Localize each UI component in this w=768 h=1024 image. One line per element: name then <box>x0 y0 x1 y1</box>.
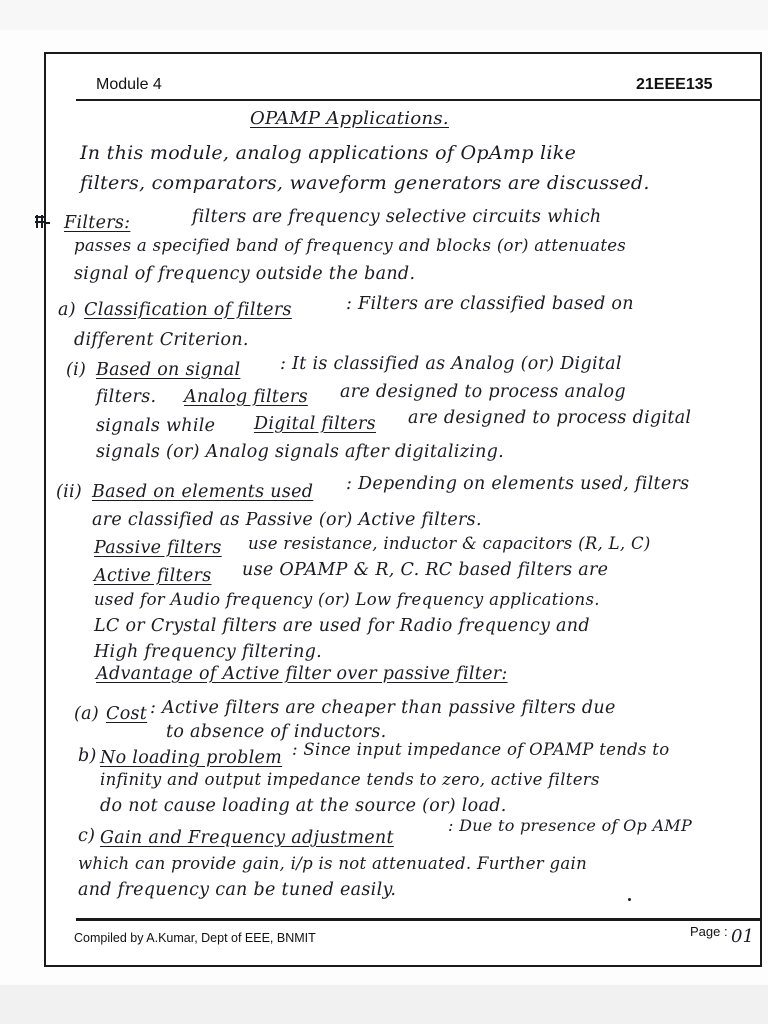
header-rule <box>76 99 762 101</box>
filters-heading: Filters: <box>64 213 131 233</box>
elements-line-4-post: use OPAMP & R, C. RC based filters are <box>242 560 609 580</box>
filters-def-line-1: filters are frequency selective circuits which <box>192 207 602 227</box>
advantage-c-line-2: which can provide gain, i/p is not attenuated. Further gain <box>78 854 588 873</box>
page-label: Page : <box>690 924 728 939</box>
advantage-c-prefix: c) <box>78 826 96 846</box>
stray-pen-mark <box>628 898 631 901</box>
module-label: Module 4 <box>96 76 162 93</box>
classification-heading: Classification of filters <box>84 300 292 320</box>
elements-line-5: used for Audio frequency (or) Low frequency applications. <box>94 590 600 609</box>
signal-line-2-pre: filters. <box>96 387 157 407</box>
classification-prefix: a) <box>58 300 76 320</box>
intro-line-1: In this module, analog applications of OpAmp like <box>80 142 577 164</box>
advantage-c-line-3: and frequency can be tuned easily. <box>78 880 397 900</box>
active-filters-term: Active filters <box>94 566 212 586</box>
advantage-c-line-1: : Due to presence of Op AMP <box>448 816 693 835</box>
advantage-b-line-3: do not cause loading at the source (or) load. <box>100 796 507 816</box>
course-code: 21EEE135 <box>636 76 713 93</box>
passive-filters-term: Passive filters <box>94 538 222 558</box>
elements-line-2: are classified as Passive (or) Active filters. <box>92 510 482 530</box>
signal-prefix: (i) <box>66 360 87 380</box>
signal-heading: Based on signal <box>96 360 241 380</box>
elements-line-7: High frequency filtering. <box>94 642 323 662</box>
elements-line-1: : Depending on elements used, filters <box>346 474 690 494</box>
bullet-mark-icon <box>32 214 54 230</box>
footer-rule <box>76 918 762 921</box>
signal-line-4: signals (or) Analog signals after digitalizing. <box>96 442 505 462</box>
signal-line-3-pre: signals while <box>96 416 216 436</box>
intro-line-2: filters, comparators, waveform generators are discussed. <box>80 172 650 194</box>
page-title: OPAMP Applications. <box>250 108 449 129</box>
advantage-b-line-1: : Since input impedance of OPAMP tends to <box>292 740 670 759</box>
elements-line-6: LC or Crystal filters are used for Radio frequency and <box>94 616 590 636</box>
signal-line-2-post: are designed to process analog <box>340 382 626 402</box>
advantage-heading: Advantage of Active filter over passive filter: <box>96 664 508 684</box>
elements-prefix: (ii) <box>56 482 83 502</box>
elements-line-3-post: use resistance, inductor & capacitors (R, L, C) <box>248 534 651 553</box>
filters-def-line-2: passes a specified band of frequency and blocks (or) attenuates <box>74 236 627 255</box>
elements-heading: Based on elements used <box>92 482 314 502</box>
bottom-margin <box>0 985 768 1024</box>
advantage-a-term: Cost <box>106 704 148 724</box>
page-number: 01 <box>731 926 754 947</box>
signal-analog-term: Analog filters <box>184 387 308 407</box>
advantage-b-term: No loading problem <box>100 748 283 768</box>
advantage-a-line-1: : Active filters are cheaper than passive filters due <box>150 698 616 718</box>
signal-line-3-post: are designed to process digital <box>408 408 692 428</box>
top-margin <box>0 0 768 30</box>
filters-def-line-3: signal of frequency outside the band. <box>74 264 416 284</box>
advantage-b-line-2: infinity and output impedance tends to zero, active filters <box>100 770 600 789</box>
classification-text-2: different Criterion. <box>74 330 249 350</box>
advantage-a-prefix: (a) <box>74 704 99 724</box>
advantage-a-line-2: to absence of inductors. <box>166 722 387 742</box>
signal-line-1: : It is classified as Analog (or) Digital <box>280 354 622 374</box>
advantage-c-term: Gain and Frequency adjustment <box>100 828 394 848</box>
compiled-by: Compiled by A.Kumar, Dept of EEE, BNMIT <box>74 931 316 945</box>
signal-digital-term: Digital filters <box>254 414 376 434</box>
advantage-b-prefix: b) <box>78 746 97 766</box>
classification-text-1: : Filters are classified based on <box>346 294 634 314</box>
